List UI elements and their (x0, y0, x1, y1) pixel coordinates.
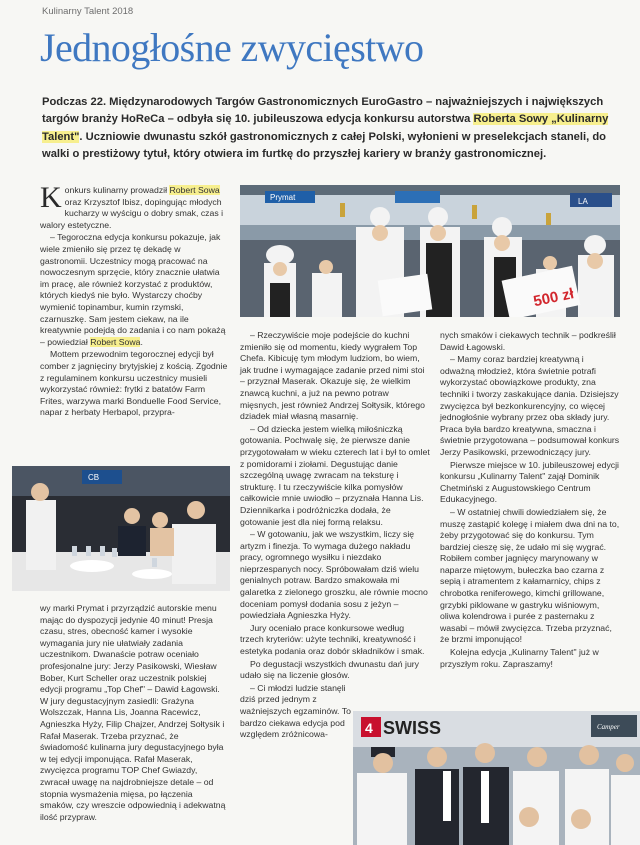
photo-jury-tasting (12, 466, 230, 591)
col3-paragraph-5: Kolejna edycja „Kulinarny Talent" już w przyszłym roku. Zapraszamy! (440, 647, 599, 669)
col1-paragraph-4: wy marki Prymat i przyrządzić autorskie menu mając do dyspozycji jedynie 40 minut! Presja czasu, stres, obecność kamer i wysokie wymagania jury nie ułatwiały zadania uczestnikom. Dwanaście potraw oceniało profesjonalne jury: Jerzy Pasikowski, Wiesław Bober, Kurt Scheller oraz uczestnik polskiej edycji programu „Top Chef" – Dawid Łagowski. W jury degustacyjnym zasiedli: Grażyna Wolszczak, Hanna Lis, Joanna Racewicz, Agnieszka Hyży, Filip Chajzer, Andrzej Sołtysik i Rafał Maserak. Trzeba przyznać, że świadomość kulinarna jury degustacyjnego była w tej edycji imponująca. Rafał Maserak, zwycięzca programu TOP Chef Gwiazdy, zwracał uwagę na najdrobniejsze detale – od stopnia wysmażenia mięsa, po łączenia smaków, czy wreszcie odpowiednią i adekwatną ilość przypraw. (40, 603, 226, 822)
banner-right: LA (578, 197, 588, 206)
banner-brand: Prymat (270, 193, 296, 202)
highlight-robert-sowa: Robert Sowa (169, 185, 220, 195)
lead-part-2: . Uczniowie dwunastu szkół gastronomicznych z całej Polski, wyłonieni w preselekcjach staneli, do walki o prestiżowy tytuł, który otwiera im furtkę do przyszłej kariery w branży gastronomicznej. (42, 130, 607, 160)
article-lead (42, 94, 620, 163)
logo-swiss: SWISS (383, 718, 442, 738)
drop-cap: K (40, 181, 62, 214)
column-1-top (40, 181, 228, 420)
price-tag: 500 zł (531, 285, 576, 311)
column-2 (240, 330, 430, 742)
section-header: Kulinarny Talent 2018 (42, 6, 134, 17)
col2-paragraph-1: – Rzeczywiście moje podejście do kuchni zmieniło się od momentu, kiedy wygrałem Top Chefa. Kibicuję tym młodym ludziom, bo wiem, jak trudne i wymagające zadanie przed nimi stoi – przyznał Maserak. Okazuje się, że wielkim znawcą kuchni, a już na pewno potraw mięsnych, jest również Andrzej Sołtysik, którego dziadek miał własną masarnię. (240, 330, 425, 422)
highlight-robert-sowa: Robert Sowa (90, 336, 141, 347)
col2-paragraph-5: Po degustacji wszystkich dwunastu dań jury udało się na liczenie głosów. (240, 658, 420, 681)
col2-paragraph-2: – Od dziecka jestem wielką miłośniczką gotowania. Pochwalę się, że pierwsze danie przygotowałam w wieku czterech lat i był to omlet z pomidorami i ziołami. Degustując danie szczególną uwagę zwracam na teksturę i strukturę. I tu rzeczywiście kilka pomysłów całkowicie mnie uwiodło – przyznała Hanna Lis. Dziennikarka i podróżniczka dodała, że gotowanie jest dla niej formą relaksu. (240, 423, 430, 527)
col3-paragraph-3: Pierwsze miejsce w 10. jubileuszowej edycji konkursu „Kulinarny Talent" zajął Dominik Chetmiński z Augustowskiego Centrum Edukacyjnego. (440, 459, 619, 505)
article-title: Jednogłośne zwycięstwo (40, 25, 424, 70)
col2-paragraph-3: – W gotowaniu, jak we wszystkim, liczy się artyzm i finezja. To wymaga dużego nakładu pracy, ogromnego wysiłku i niezdako nieprzespanych nocy. Spróbowałam dziś wielu genialnych potraw. Bardzo smakowała mi galaretka z zielonego groszku, ale równie mocno doceniam pomysł dodania sosu z jeżyn – powiedziała Agnieszka Hyży. (240, 529, 428, 621)
photo-chefs-group (353, 711, 640, 845)
lead-part-1: Podczas 22. Międzynarodowych Targów Gastronomicznych EuroGastro – najważniejszych i największych targów branży HoReCa – odbyła się 10. jubileuszowa edycja konkursu autorstwa (42, 96, 604, 126)
col2-paragraph-6: – Ci młodzi ludzie stanęli dziś przed jednym z ważniejszych egzaminów. To bardzo ciekawa edycja pod względem zróżnicowa- (240, 682, 351, 740)
photo-winners-stage (240, 185, 620, 317)
col3-paragraph-2: – Mamy coraz bardziej kreatywną i odważną młodzież, która świetnie potrafi wykorzystać obowiązkowe produkty, zna techniki i tworzy zaskakujące dania. Dzisiejszy zwycięzca był bezkonkurencyjny, co więcej jednogłośnie wybrany przez oba składy jury. Praca była bardzo kreatywna, smaczna i świetnie przygotowana – podsumował konkurs Jerzy Pasikowski, przewodniczący jury. (440, 354, 620, 457)
corner-text: Camper (597, 723, 620, 731)
col1-paragraph-3: Mottem przewodnim tegorocznej edycji był comber z jagnięciny brytyjskiej z kością. Zgodnie z regulaminem konkursu uczestnicy musieli wykorzystać również: frytki z batatów Farm Frites, warzywa marki Bonduelle Food Service, napar z herbaty Herbapol, przypra- (40, 349, 228, 418)
banner-text: CB (88, 473, 100, 482)
column-1-bottom (40, 603, 228, 824)
logo-number: 4 (365, 720, 373, 736)
col3-paragraph-1: nych smaków i ciekawych technik – podkreślił Dawid Łagowski. (440, 330, 616, 352)
col2-paragraph-4: Jury oceniało prace konkursowe według trzech kryteriów: użyte techniki, kreatywność i estetyka podania oraz dobór składników i smak. (240, 622, 425, 657)
col1-paragraph-2: – Tegoroczna edycja konkursu pokazuje, jak wiele zmieniło się przez tę dekadę w gastronomii. Uczestnicy mogą pracować na nowoczesnym sprzęcie, który znacznie ułatwia im pracę, ale również korzystać z produktów, których kiedyś nie było. Wystarczy choćby wymienić topinambur, kumin rzymski, czarnuszkę. Sam jestem ciekaw, na ile kreatywnie podejdą do zadania i co nam pokażą – powiedział Robert Sowa. (40, 232, 226, 347)
col1-paragraph-1: Konkurs kulinarny prowadził Robert Sowa oraz Krzysztof Ibisz, dopingując młodych kucharzy w wyścigu o dobry smak, czas i walory estetyczne. (40, 181, 224, 230)
column-3 (440, 330, 620, 671)
lead-highlight: Roberta Sowy „Kulinarny Talent" (42, 113, 609, 143)
col3-paragraph-4: – W ostatniej chwili dowiedziałem się, że muszę zastąpić kolegę i miałem dwa dni na to, żeby przygotować się do konkursu. Tym bardziej cieszę się, że udało mi się wygrać. Robiłem comber jagnięcy marynowany w naparze miętowym, bułeczka bao czarna z sepią i atramentem z kałamarnicy, chips z chrobotka reniferowego, kimchi grillowane, grzybki piklowane w gastryku wiśniowym, oliwa kolendrowa i purée z pasternaku z wasabi – mówił zwycięzca. Trzeba przyznać, że brzmi imponująco! (440, 506, 620, 645)
